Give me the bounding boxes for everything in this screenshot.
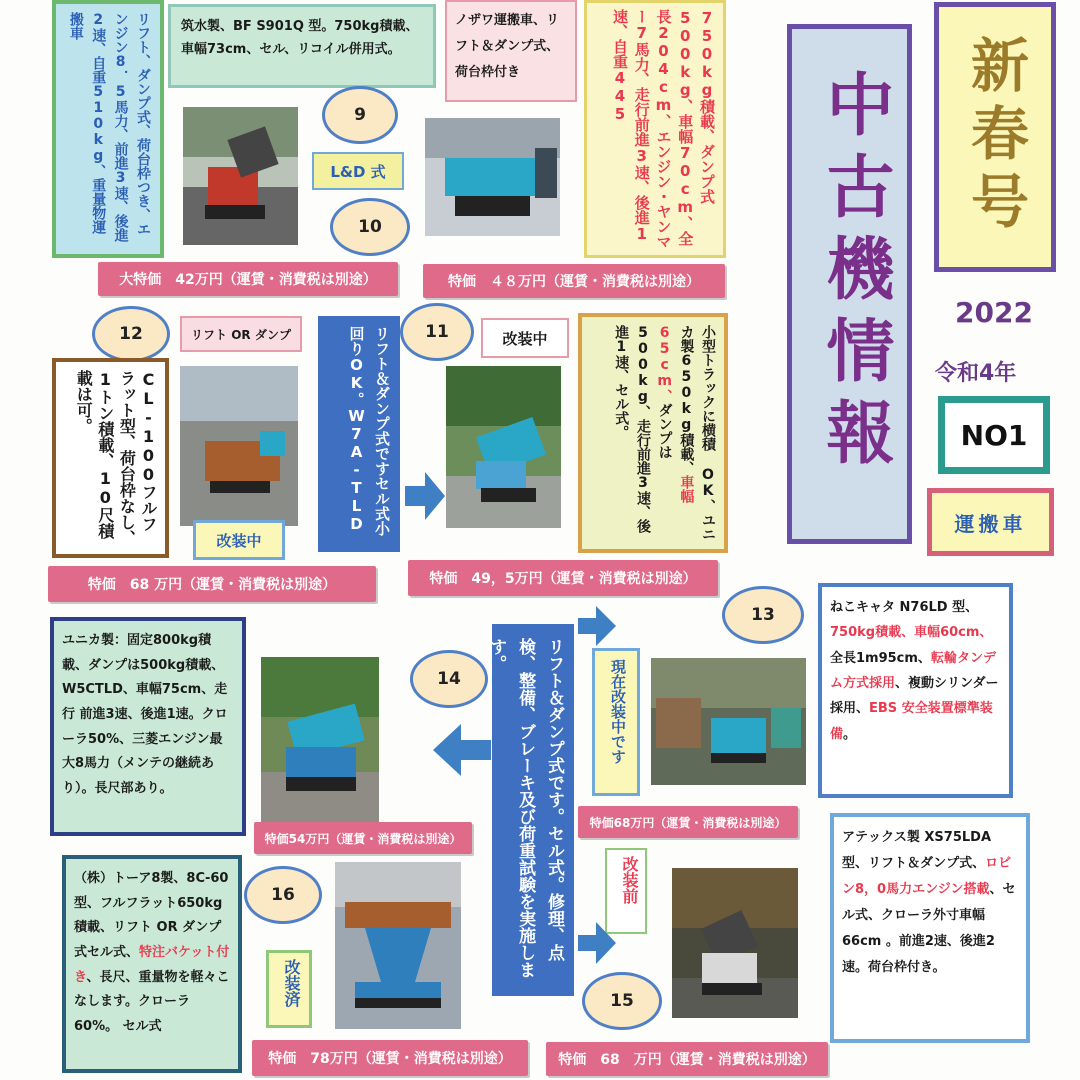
item9-header: 筑水製、BF S901Q 型。750kg積載、車幅73cm、セル、リコイル併用式。 [168, 4, 436, 88]
main-title: 中古機情報 [815, 69, 894, 479]
issue-number: NO1 [938, 396, 1050, 474]
item16-status: 改装済 [266, 950, 312, 1028]
item9-number-bubble: 9 [322, 86, 398, 144]
item9-photo [183, 107, 298, 245]
item12-number-bubble: 12 [92, 306, 170, 362]
item9-desc: リフト、ダンプ式、荷台枠つき、エンジン8．5馬力、前進3速、後進2速、自重510kg、重量物運搬車 [52, 0, 164, 258]
item14-photo [261, 657, 379, 825]
item12-photo [180, 366, 298, 526]
item11-desc: リフト＆ダンプ式ですセル式小回りOK。W7A‐TLD [318, 316, 400, 552]
item12-status: 改装中 [193, 520, 285, 560]
arrow-right-icon [405, 472, 445, 520]
year: 2022 [955, 296, 1033, 329]
arrow-right-icon-3 [578, 922, 616, 964]
item15-price: 特価 68 万円（運賃・消費税は別途） [546, 1042, 828, 1076]
arrow-left-icon [433, 724, 491, 776]
item13-photo [651, 658, 806, 785]
item11-spec: 小型トラックに横積 OK、ユニカ製650kg積載、車幅65cm、ダンプは500kg、走行前進3速、後進1速、セル式。 [578, 313, 728, 553]
item14-price: 特価54万円（運賃・消費税は別途） [254, 822, 472, 854]
item12-desc: CL‐100フルフラット型、荷台枠なし、1トン積載、10尺積載は可。 [52, 358, 169, 558]
item16-price: 特価 78万円（運賃・消費税は別途） [252, 1040, 528, 1076]
center-desc: リフト＆ダンプ式です。セル式。修理、点検、整備、ブレーキ及び荷重試験を実施します。 [492, 624, 574, 996]
item12-price: 特価 68 万円（運賃・消費税は別途） [48, 566, 376, 602]
item11-price: 特価 49，5万円（運賃・消費税は別途） [408, 560, 718, 596]
item15-status: 改装前 [605, 848, 647, 934]
item15-number-bubble: 15 [582, 972, 662, 1030]
item15-desc: アテックス製 XS75LDA 型、リフト＆ダンプ式、ロビン8，0馬力エンジン搭載、セル式、クローラ外寸車幅 66cm 。前進2速、後進2速。荷台枠付き。 [830, 813, 1030, 1043]
item11-status: 改装中 [481, 318, 569, 358]
item15-photo [672, 868, 798, 1018]
item16-desc: （株）トーア8製、8C‐60型、フルフラット650kg積載、リフト OR ダンプ式セル式、特注バケット付き、長尺、重量物を軽々こなします。クローラ60%。 セル式 [62, 855, 242, 1073]
item13-desc: ねこキャタ N76LD 型、750kg積載、車幅60cm、全長1m95cm、転輪タンデム方式採用、複動シリンダー採用、EBS 安全装置標準装備。 [818, 583, 1013, 798]
item12-type-label: リフト OR ダンプ [180, 316, 302, 352]
era: 令和4年 [935, 361, 1017, 386]
item10-photo [425, 118, 560, 236]
item11-photo [446, 366, 561, 528]
item9-type-label: L&D 式 [312, 152, 404, 190]
item9-price: 大特価 42万円（運賃・消費税は別途） [98, 262, 398, 296]
item13-number-bubble: 13 [722, 586, 804, 644]
item10-desc: 750kg積載、ダンプ式500kg、車幅70cm、全長204cm、エンジン・ヤンマー7馬力、走行前進3速、後進1速、自重445 [584, 0, 726, 258]
item11-number-bubble: 11 [400, 303, 474, 361]
item10-header: ノザワ運搬車、リフト＆ダンプ式、荷台枠付き [445, 0, 577, 102]
item13-status: 現在改装中です [592, 648, 640, 796]
item13-price: 特価68万円（運賃・消費税は別途） [578, 806, 798, 838]
category-label: 運搬車 [927, 488, 1054, 556]
issue-title: 新春号 [934, 2, 1056, 272]
title-panel [787, 24, 912, 544]
item10-price: 特価 ４８万円（運賃・消費税は別途） [423, 264, 725, 298]
item14-desc: ユニカ製：固定800kg積載、ダンプは500kg積載、W5CTLD、車幅75cm、走行 前進3速、後進1速。クローラ50%、三菱エンジン最大8馬力（メンテの継続あり）。長尺部あり。 [50, 617, 246, 836]
item16-photo [335, 862, 461, 1029]
arrow-right-icon-2 [578, 606, 616, 646]
item10-number-bubble: 10 [330, 198, 410, 256]
item14-number-bubble: 14 [410, 650, 488, 708]
item16-number-bubble: 16 [244, 866, 322, 924]
